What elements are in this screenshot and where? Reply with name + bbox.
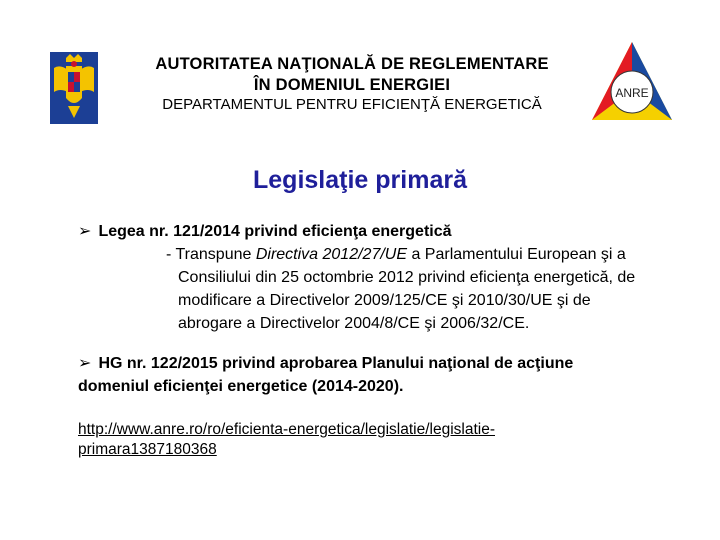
item-heading xyxy=(78,352,718,375)
item-heading-text: Legea nr. 121/2014 privind eficienţa energetică xyxy=(98,223,452,240)
item-heading-text: HG nr. 122/2015 privind aprobarea Planului naţional de acţiune xyxy=(98,355,574,372)
list-item xyxy=(78,220,718,335)
link-line-1[interactable]: http://www.anre.ro/ro/eficienta-energetica/legislatie/legislatie- xyxy=(78,421,495,438)
item-sub-line-1 xyxy=(78,243,718,266)
item-sub-line-4: abrogare a Directivelor 2004/8/CE şi 2006/32/CE. xyxy=(178,315,530,332)
header-line-2: ÎN DOMENIUL ENERGIEI xyxy=(253,76,451,94)
list-item xyxy=(78,352,718,398)
page-title: Legislaţie primară xyxy=(253,166,467,194)
anre-logo-icon xyxy=(590,40,674,122)
romania-coat-of-arms-icon xyxy=(50,52,98,124)
anre-logo-text: ANRE xyxy=(615,86,649,100)
sub-prefix: - Transpune xyxy=(166,246,256,263)
sub-rest: a Parlamentului European şi a xyxy=(407,246,626,263)
item-heading xyxy=(78,220,718,243)
link-line-2[interactable]: primara1387180368 xyxy=(78,441,217,458)
item-heading-line-2: domeniul eficienţei energetice (2014-2020). xyxy=(78,378,404,395)
legislation-link[interactable] xyxy=(78,420,678,460)
item-sub-line-3: modificare a Directivelor 2009/125/CE şi 2010/30/UE şi de xyxy=(178,292,591,309)
header-line-3: DEPARTAMENTUL PENTRU EFICIENŢĂ ENERGETICĂ xyxy=(162,96,542,113)
arrow-bullet-icon: ➢ xyxy=(78,355,92,372)
directive-ref: Directiva 2012/27/UE xyxy=(255,246,408,263)
header-line-1: AUTORITATEA NAŢIONALĂ DE REGLEMENTARE xyxy=(155,55,549,73)
arrow-bullet-icon: ➢ xyxy=(78,223,92,240)
item-sub-line-2: Consiliului din 25 octombrie 2012 privind eficienţa energetică, de xyxy=(178,269,636,286)
